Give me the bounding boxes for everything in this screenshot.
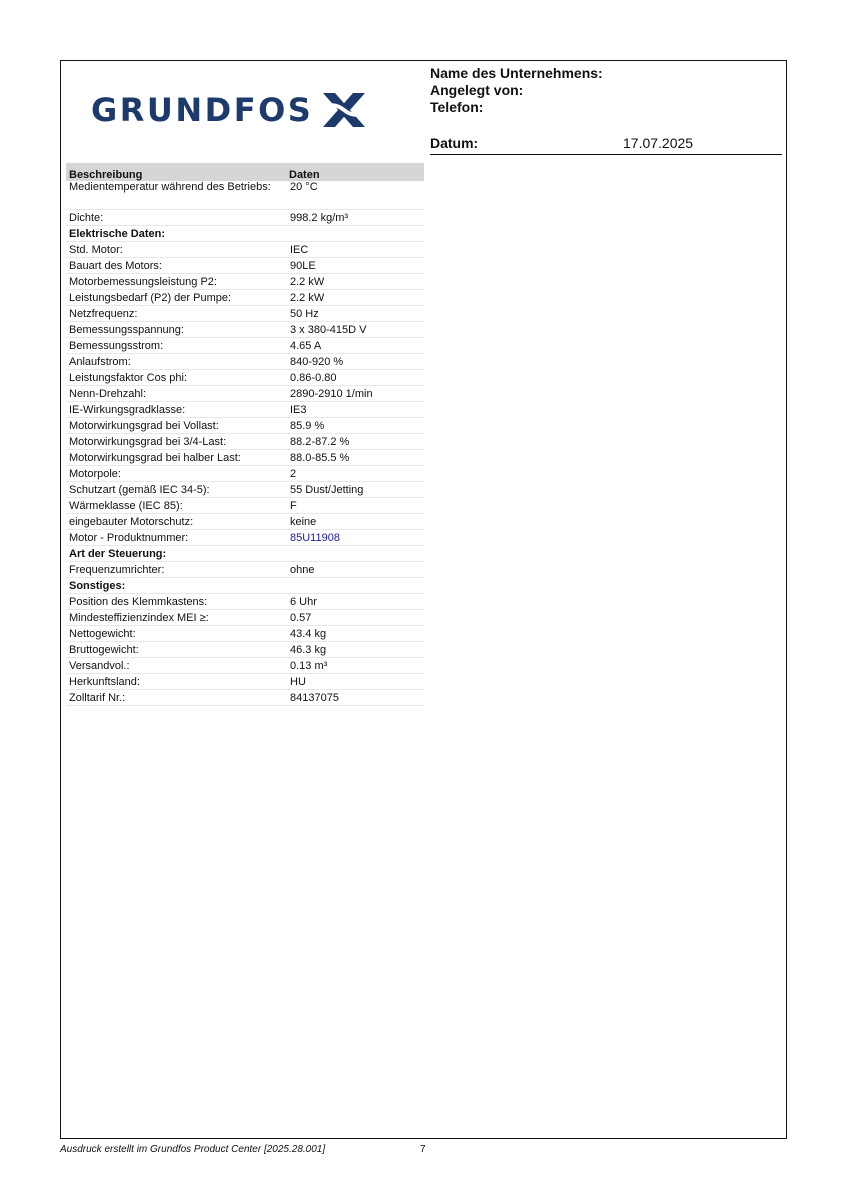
table-row [66, 242, 424, 258]
row-label: Motorbemessungsleistung P2: [66, 274, 286, 290]
row-value: 3 x 380-415D V [286, 322, 424, 338]
section-row [66, 226, 424, 242]
row-value: 0.13 m³ [286, 658, 424, 674]
row-label: Motor - Produktnummer: [66, 530, 286, 546]
row-value: 88.0-85.5 % [286, 450, 424, 466]
table-row [66, 562, 424, 578]
row-label: IE-Wirkungsgradklasse: [66, 402, 286, 418]
row-label: Leistungsfaktor Cos phi: [66, 370, 286, 386]
row-value: 840-920 % [286, 354, 424, 370]
row-label: Bruttogewicht: [66, 642, 286, 658]
row-label: Motorwirkungsgrad bei Vollast: [66, 418, 286, 434]
row-label: Position des Klemmkastens: [66, 594, 286, 610]
date-value: 17.07.2025 [623, 135, 694, 151]
row-value: HU [286, 674, 424, 690]
row-value: 4.65 A [286, 338, 424, 354]
table-row [66, 370, 424, 386]
row-label: Frequenzumrichter: [66, 562, 286, 578]
row-value: 6 Uhr [286, 594, 424, 610]
row-label: Netzfrequenz: [66, 306, 286, 322]
row-label: Mindesteffizienzindex MEI ≥: [66, 610, 286, 626]
company-label: Name des Unternehmens: [430, 65, 603, 81]
table-row [66, 258, 424, 274]
row-label: Nettogewicht: [66, 626, 286, 642]
table-row [66, 338, 424, 354]
table-row [66, 514, 424, 530]
row-label: Leistungsbedarf (P2) der Pumpe: [66, 290, 286, 306]
table-row [66, 658, 424, 674]
table-header-row [66, 163, 424, 181]
table-row [66, 210, 424, 226]
row-value: keine [286, 514, 424, 530]
section-row [66, 578, 424, 594]
table-row [66, 322, 424, 338]
row-label: Bemessungsspannung: [66, 322, 286, 338]
date-label: Datum: [430, 135, 479, 151]
footer-printed-by: Ausdruck erstellt im Grundfos Product Center [2025.28.001] [60, 1144, 326, 1155]
row-label: Herkunftsland: [66, 674, 286, 690]
section-label: Art der Steuerung: [66, 546, 286, 562]
row-value: 2.2 kW [286, 290, 424, 306]
row-label: Motorpole: [66, 466, 286, 482]
row-value: F [286, 498, 424, 514]
table-row [66, 530, 424, 546]
table-row [66, 690, 424, 706]
table-row [66, 450, 424, 466]
row-label: eingebauter Motorschutz: [66, 514, 286, 530]
row-label: Bauart des Motors: [66, 258, 286, 274]
specifications-table [66, 163, 424, 706]
row-label: Versandvol.: [66, 658, 286, 674]
row-value: IE3 [286, 402, 424, 418]
row-value [286, 546, 424, 562]
row-value: 88.2-87.2 % [286, 434, 424, 450]
row-label: Nenn-Drehzahl: [66, 386, 286, 402]
section-label: Sonstiges: [66, 578, 286, 594]
row-value: 2890-2910 1/min [286, 386, 424, 402]
table-row [66, 482, 424, 498]
row-label: Bemessungsstrom: [66, 338, 286, 354]
row-label: Medientemperatur während des Betriebs: [66, 181, 286, 210]
table-row [66, 418, 424, 434]
row-label: Wärmeklasse (IEC 85): [66, 498, 286, 514]
table-row [66, 354, 424, 370]
logo-wordmark: GRUNDFOS [91, 91, 314, 129]
row-value: 0.86-0.80 [286, 370, 424, 386]
table-row [66, 642, 424, 658]
footer-page-number: 7 [420, 1144, 426, 1155]
table-row [66, 181, 424, 210]
table-row [66, 674, 424, 690]
grundfos-x-icon [319, 89, 369, 131]
row-value: 55 Dust/Jetting [286, 482, 424, 498]
section-row [66, 546, 424, 562]
row-value [286, 578, 424, 594]
column-header-description: Beschreibung [66, 163, 286, 181]
table-row [66, 626, 424, 642]
table-row [66, 306, 424, 322]
column-header-data: Daten [286, 163, 424, 181]
created-by-label: Angelegt von: [430, 82, 524, 98]
row-label: Motorwirkungsgrad bei halber Last: [66, 450, 286, 466]
motor-product-number-link[interactable]: 85U11908 [290, 531, 340, 544]
table-row [66, 402, 424, 418]
row-value: 998.2 kg/m³ [286, 210, 424, 226]
row-value: 20 °C [286, 181, 424, 210]
table-row [66, 434, 424, 450]
row-value [286, 226, 424, 242]
row-label: Anlaufstrom: [66, 354, 286, 370]
section-label: Elektrische Daten: [66, 226, 286, 242]
header-info [430, 65, 603, 116]
row-value: 90LE [286, 258, 424, 274]
row-label: Dichte: [66, 210, 286, 226]
phone-label: Telefon: [430, 99, 484, 115]
row-label: Zolltarif Nr.: [66, 690, 286, 706]
table-row [66, 594, 424, 610]
table-row [66, 386, 424, 402]
row-value: ohne [286, 562, 424, 578]
row-label: Schutzart (gemäß IEC 34-5): [66, 482, 286, 498]
table-row [66, 290, 424, 306]
row-value: IEC [286, 242, 424, 258]
row-value: 2.2 kW [286, 274, 424, 290]
grundfos-logo [91, 86, 401, 134]
table-row [66, 274, 424, 290]
row-label: Std. Motor: [66, 242, 286, 258]
row-value: 84137075 [286, 690, 424, 706]
row-value: 85.9 % [286, 418, 424, 434]
row-value: 0.57 [286, 610, 424, 626]
row-value: 46.3 kg [286, 642, 424, 658]
table-row [66, 466, 424, 482]
table-row [66, 498, 424, 514]
row-value: 43.4 kg [286, 626, 424, 642]
row-label: Motorwirkungsgrad bei 3/4-Last: [66, 434, 286, 450]
row-value: 2 [286, 466, 424, 482]
table-row [66, 610, 424, 626]
header-divider [430, 154, 782, 155]
row-value: 50 Hz [286, 306, 424, 322]
